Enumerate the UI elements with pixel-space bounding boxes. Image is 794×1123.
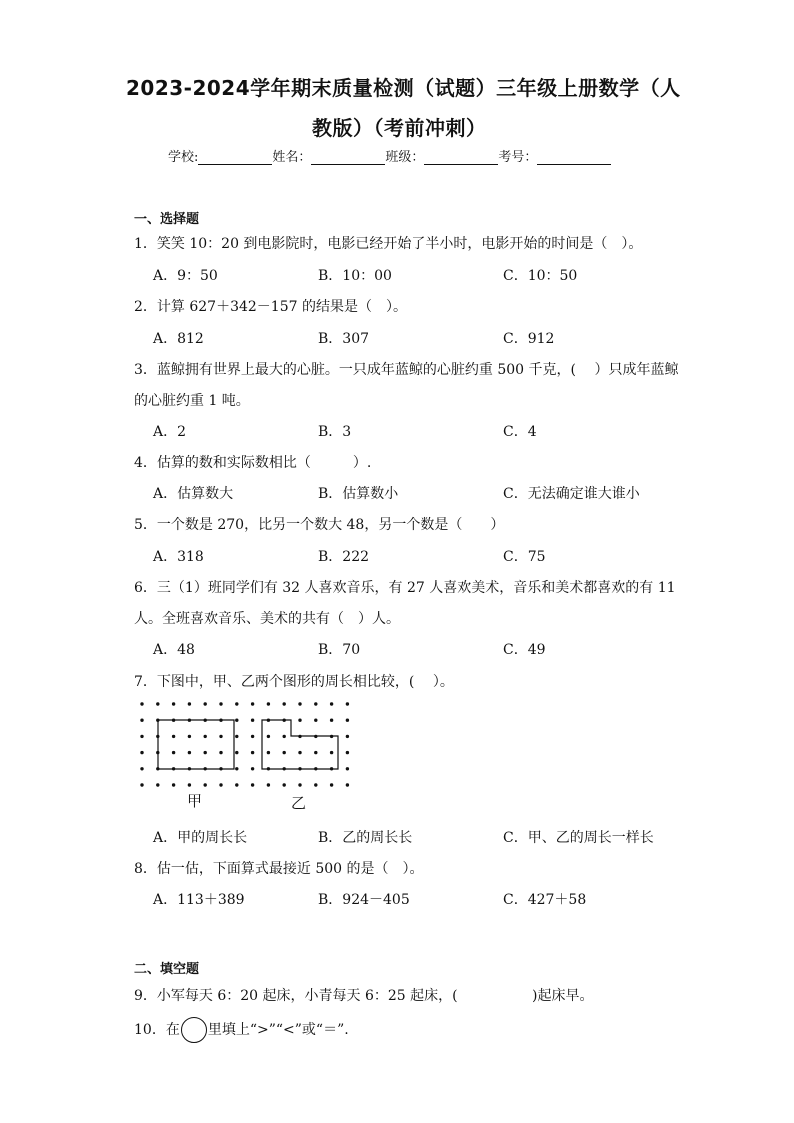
grid-dot <box>330 751 333 754</box>
grid-dot <box>251 702 254 705</box>
grid-dot <box>235 783 238 786</box>
question-7: 7．下图中，甲、乙两个图形的周长相比较，( ）。 <box>134 674 454 690</box>
q8-option-b[interactable]: B．924－405 <box>318 892 410 908</box>
question-10-suffix: 里填上“>”“<”或“＝”. <box>207 1022 349 1038</box>
student-info-row <box>168 146 611 165</box>
grid-dot <box>298 783 301 786</box>
grid-dot <box>346 719 349 722</box>
q5-option-b[interactable]: B．222 <box>318 549 370 565</box>
q2-option-b[interactable]: B．307 <box>318 331 370 347</box>
q2-option-a[interactable]: A．812 <box>153 331 204 347</box>
grid-dot <box>235 702 238 705</box>
grid-dot <box>346 767 349 770</box>
question-3: 3．蓝鲸拥有世界上最大的心脏。一只成年蓝鲸的心脏约重 500 千克，( ）只成年蓝鲸 <box>134 362 679 378</box>
grid-dot <box>251 783 254 786</box>
grid-dot <box>298 702 301 705</box>
question-5: 5．一个数是 270，比另一个数大 48，另一个数是（ ） <box>134 517 505 533</box>
grid-dot <box>140 751 143 754</box>
grid-dot <box>251 735 254 738</box>
grid-dot <box>251 719 254 722</box>
grid-dot <box>219 702 222 705</box>
section-title-fill: 二、填空题 <box>134 962 200 977</box>
exam-title-line2: 教版）（考前冲刺） <box>312 116 487 140</box>
grid-dot <box>346 783 349 786</box>
q8-option-a[interactable]: A．113＋389 <box>153 892 245 908</box>
grid-dot <box>140 702 143 705</box>
grid-dot <box>283 735 286 738</box>
q8-option-c[interactable]: C．427＋58 <box>503 892 587 908</box>
question-8: 8．估一估，下面算式最接近 500 的是（ ）。 <box>134 861 424 877</box>
q3-option-a[interactable]: A．2 <box>153 424 187 440</box>
grid-dot <box>346 751 349 754</box>
label-yi: 乙 <box>291 794 307 812</box>
q3-option-c[interactable]: C．4 <box>503 424 537 440</box>
q5-option-c[interactable]: C．75 <box>503 549 546 565</box>
grid-dot <box>204 751 207 754</box>
grid-dot <box>314 751 317 754</box>
question-10-prefix: 10．在 <box>134 1022 180 1038</box>
q4-option-b[interactable]: B．估算数小 <box>318 486 399 502</box>
grid-dot <box>156 702 159 705</box>
grid-dot <box>330 702 333 705</box>
grid-dot <box>283 751 286 754</box>
grid-dot <box>267 783 270 786</box>
grid-dot <box>140 767 143 770</box>
grid-dot <box>298 751 301 754</box>
grid-dot <box>330 783 333 786</box>
q6-option-b[interactable]: B．70 <box>318 642 361 658</box>
q1-option-b[interactable]: B．10：00 <box>318 268 392 284</box>
grid-dot <box>346 735 349 738</box>
q6-option-a[interactable]: A．48 <box>153 642 195 658</box>
compare-circle-blank[interactable] <box>181 1017 207 1043</box>
grid-dot <box>267 735 270 738</box>
grid-dot <box>235 767 238 770</box>
grid-dot <box>188 751 191 754</box>
grid-dot <box>172 702 175 705</box>
q4-option-a[interactable]: A．估算数大 <box>153 486 234 502</box>
grid-dot <box>204 783 207 786</box>
name-blank[interactable] <box>311 150 385 165</box>
grid-dot <box>204 735 207 738</box>
grid-dot <box>283 783 286 786</box>
class-label: 班级： <box>385 150 425 165</box>
q1-option-a[interactable]: A．9：50 <box>153 268 218 284</box>
question-4: 4．估算的数和实际数相比（ ）. <box>134 455 372 471</box>
grid-dot <box>219 751 222 754</box>
question-1: 1．笑笑 10：20 到电影院时，电影已经开始了半小时，电影开始的时间是（ ）。 <box>134 236 643 252</box>
grid-dot <box>314 783 317 786</box>
grid-dot <box>346 702 349 705</box>
name-label: 姓名： <box>272 150 312 165</box>
grid-dot <box>251 751 254 754</box>
q7-option-b[interactable]: B．乙的周长长 <box>318 830 413 846</box>
school-blank[interactable] <box>198 150 272 165</box>
grid-dot <box>235 719 238 722</box>
grid-dot <box>188 735 191 738</box>
grid-dot <box>156 783 159 786</box>
perimeter-dot-grid-figure <box>130 698 350 814</box>
label-jia: 甲 <box>187 792 203 810</box>
grid-dot <box>314 702 317 705</box>
grid-dot <box>219 783 222 786</box>
q1-option-c[interactable]: C．10：50 <box>503 268 578 284</box>
grid-dot <box>219 735 222 738</box>
grid-dot <box>267 751 270 754</box>
grid-dot <box>140 719 143 722</box>
grid-dot <box>172 751 175 754</box>
question-2: 2．计算 627＋342－157 的结果是（ ）。 <box>134 299 407 315</box>
grid-dot <box>235 735 238 738</box>
grid-dot <box>140 735 143 738</box>
exam-title-line1: 2023-2024学年期末质量检测（试题）三年级上册数学（人 <box>126 76 681 100</box>
grid-dot <box>140 783 143 786</box>
section-title-choice: 一、选择题 <box>134 212 200 227</box>
grid-dot <box>204 702 207 705</box>
grid-dot <box>298 719 301 722</box>
grid-dot <box>172 783 175 786</box>
shape-yi <box>262 720 338 769</box>
dot-grid <box>140 702 349 786</box>
grid-dot <box>283 702 286 705</box>
school-label: 学校: <box>168 150 199 165</box>
q7-option-c[interactable]: C．甲、乙的周长一样长 <box>503 830 654 846</box>
q6-option-c[interactable]: C．49 <box>503 642 546 658</box>
q3-option-b[interactable]: B．3 <box>318 424 352 440</box>
q2-option-c[interactable]: C．912 <box>503 331 555 347</box>
question-3-cont: 的心脏约重 1 吨。 <box>134 393 250 409</box>
grid-dot <box>172 735 175 738</box>
question-9: 9．小军每天 6：20 起床，小青每天 6：25 起床，( )起床早。 <box>134 988 594 1004</box>
grid-dot <box>188 702 191 705</box>
grid-dot <box>251 767 254 770</box>
grid-dot <box>267 702 270 705</box>
number-blank[interactable] <box>537 150 611 165</box>
question-6-cont: 人。全班喜欢音乐、美术的共有（ ）人。 <box>134 611 400 627</box>
question-10 <box>134 1017 349 1043</box>
q7-option-a[interactable]: A．甲的周长长 <box>153 830 248 846</box>
question-6: 6．三（1）班同学们有 32 人喜欢音乐，有 27 人喜欢美术，音乐和美术都喜欢的有 11 <box>134 580 676 596</box>
number-label: 考号： <box>498 150 538 165</box>
shape-jia <box>158 720 234 769</box>
grid-dot <box>188 783 191 786</box>
q5-option-a[interactable]: A．318 <box>153 549 204 565</box>
grid-dot <box>235 751 238 754</box>
grid-dot <box>314 719 317 722</box>
grid-dot <box>330 719 333 722</box>
class-blank[interactable] <box>424 150 498 165</box>
q4-option-c[interactable]: C．无法确定谁大谁小 <box>503 486 640 502</box>
